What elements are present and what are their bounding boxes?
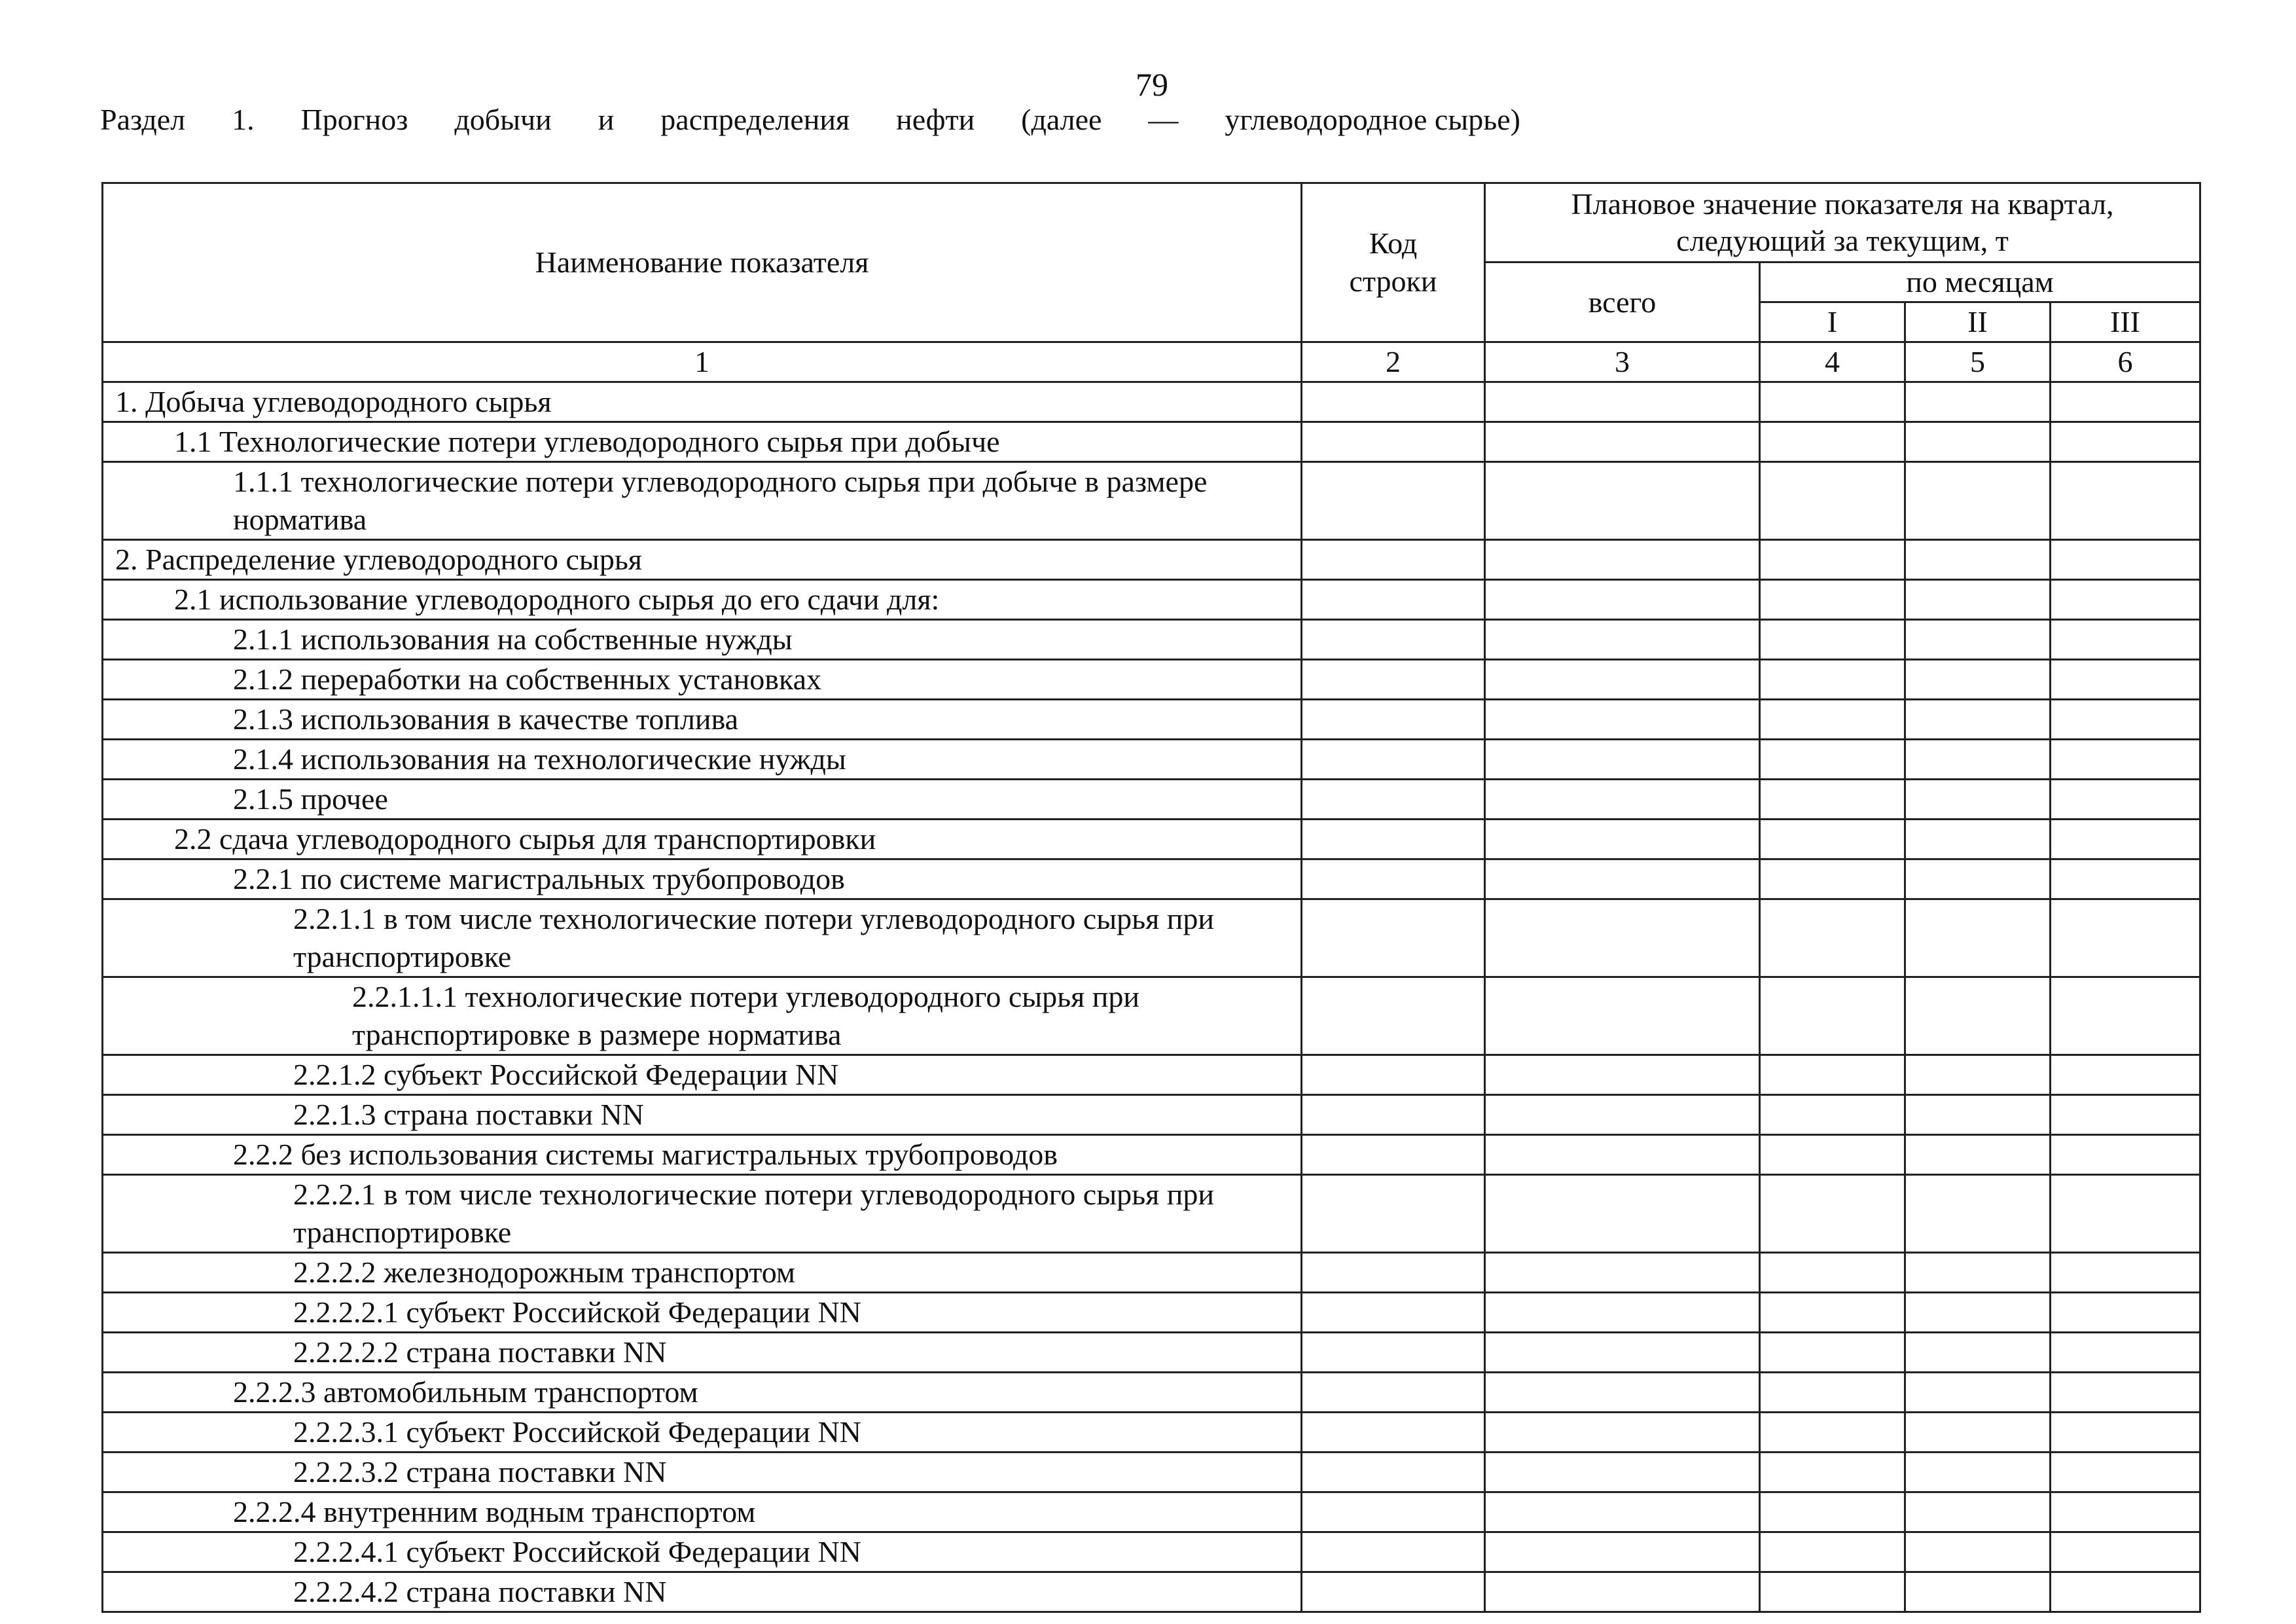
table-row <box>103 382 2200 422</box>
indicator-name-cell <box>103 382 1302 422</box>
month-3-cell[interactable] <box>2051 1293 2200 1333</box>
indicator-name: 2. Распределение углеводородного сырья <box>115 543 642 576</box>
header-month-2: II <box>1905 302 2051 342</box>
table-row <box>103 462 2200 540</box>
table-row <box>103 620 2200 660</box>
month-1-cell[interactable] <box>1760 1373 1905 1413</box>
table-row <box>103 1253 2200 1293</box>
month-3-cell[interactable] <box>2051 1572 2200 1612</box>
total-cell[interactable] <box>1485 620 1760 660</box>
month-2-cell[interactable] <box>1905 580 2051 620</box>
month-1-cell[interactable] <box>1760 820 1905 859</box>
table-row <box>103 700 2200 740</box>
total-cell[interactable] <box>1485 1095 1760 1135</box>
row-code-cell[interactable] <box>1302 660 1485 700</box>
indicator-name-cell <box>103 820 1302 859</box>
total-cell[interactable] <box>1485 859 1760 899</box>
row-code-cell[interactable] <box>1302 820 1485 859</box>
table-row <box>103 1532 2200 1572</box>
row-code-cell[interactable] <box>1302 1253 1485 1293</box>
month-3-cell[interactable] <box>2051 1373 2200 1413</box>
indicator-name: 2.2 сдача углеводородного сырья для транспортировки <box>174 822 876 856</box>
month-1-cell[interactable] <box>1760 1413 1905 1453</box>
indicator-name: 2.2.2.3.2 страна поставки NN <box>293 1455 667 1489</box>
month-3-cell[interactable] <box>2051 1253 2200 1293</box>
row-code-cell[interactable] <box>1302 1572 1485 1612</box>
row-code-cell[interactable] <box>1302 580 1485 620</box>
table-body <box>103 382 2200 1612</box>
indicator-name: 2.1.5 прочее <box>233 782 388 816</box>
section-title-word: и <box>598 103 615 136</box>
row-code-cell[interactable] <box>1302 1413 1485 1453</box>
total-cell[interactable] <box>1485 1453 1760 1492</box>
indicator-name-cell <box>103 1253 1302 1293</box>
indicator-name-cell <box>103 1095 1302 1135</box>
indicator-name-cell <box>103 780 1302 820</box>
column-numbers-row <box>103 342 2200 382</box>
month-2-cell[interactable] <box>1905 462 2051 540</box>
month-1-cell[interactable] <box>1760 382 1905 422</box>
month-2-cell[interactable] <box>1905 1413 2051 1453</box>
month-2-cell[interactable] <box>1905 820 2051 859</box>
month-2-cell[interactable] <box>1905 660 2051 700</box>
row-code-cell[interactable] <box>1302 540 1485 580</box>
month-3-cell[interactable] <box>2051 1175 2200 1253</box>
total-cell[interactable] <box>1485 820 1760 859</box>
indicator-name-cell <box>103 1492 1302 1532</box>
indicator-name-cell <box>103 620 1302 660</box>
section-title-word: Прогноз <box>300 103 408 136</box>
indicator-name: 2.2.1.1.1 технологические потери углеводородного сырья при транспортировке в размере норматива <box>352 980 1140 1051</box>
indicator-name-cell <box>103 700 1302 740</box>
header-month-1: I <box>1760 302 1905 342</box>
month-1-cell[interactable] <box>1760 462 1905 540</box>
month-2-cell[interactable] <box>1905 1532 2051 1572</box>
column-number: 4 <box>1760 342 1905 382</box>
month-3-cell[interactable] <box>2051 660 2200 700</box>
table-row <box>103 780 2200 820</box>
month-2-cell[interactable] <box>1905 977 2051 1055</box>
table-row <box>103 422 2200 462</box>
total-cell[interactable] <box>1485 660 1760 700</box>
indicator-name-cell <box>103 1413 1302 1453</box>
month-1-cell[interactable] <box>1760 1175 1905 1253</box>
section-title-word: — <box>1148 103 1179 136</box>
month-2-cell[interactable] <box>1905 540 2051 580</box>
row-code-cell[interactable] <box>1302 1532 1485 1572</box>
indicator-name-cell <box>103 462 1302 540</box>
month-1-cell[interactable] <box>1760 1135 1905 1175</box>
row-code-cell[interactable] <box>1302 700 1485 740</box>
month-1-cell[interactable] <box>1760 740 1905 780</box>
month-2-cell[interactable] <box>1905 1373 2051 1413</box>
total-cell[interactable] <box>1485 780 1760 820</box>
total-cell[interactable] <box>1485 422 1760 462</box>
page-number: 79 <box>1136 66 1168 103</box>
table-row <box>103 1373 2200 1413</box>
section-title-word: добычи <box>454 103 552 136</box>
total-cell[interactable] <box>1485 1492 1760 1532</box>
total-cell[interactable] <box>1485 1253 1760 1293</box>
month-3-cell[interactable] <box>2051 1413 2200 1453</box>
indicator-name: 2.2.2.2.2 страна поставки NN <box>293 1335 667 1369</box>
indicator-name: 1.1.1 технологические потери углеводородного сырья при добыче в размере норматива <box>233 465 1208 536</box>
indicator-name-cell <box>103 899 1302 977</box>
section-title-word: Раздел <box>100 103 186 136</box>
total-cell[interactable] <box>1485 1175 1760 1253</box>
month-2-cell[interactable] <box>1905 899 2051 977</box>
total-cell[interactable] <box>1485 899 1760 977</box>
indicator-name: 2.1.3 использования в качестве топлива <box>233 702 739 736</box>
table-row <box>103 1175 2200 1253</box>
month-2-cell[interactable] <box>1905 1055 2051 1095</box>
total-cell[interactable] <box>1485 977 1760 1055</box>
header-indicator-name: Наименование показателя <box>103 183 1302 342</box>
header-by-months: по месяцам <box>1760 262 2200 302</box>
table-row <box>103 660 2200 700</box>
column-number: 5 <box>1905 342 2051 382</box>
indicator-name: 2.2.1.3 страна поставки NN <box>293 1098 644 1131</box>
indicator-name-cell <box>103 1293 1302 1333</box>
total-cell[interactable] <box>1485 540 1760 580</box>
indicator-name-cell <box>103 540 1302 580</box>
row-code-cell[interactable] <box>1302 977 1485 1055</box>
month-1-cell[interactable] <box>1760 1333 1905 1373</box>
indicator-name: 2.1.1 использования на собственные нужды <box>233 623 793 656</box>
row-code-cell[interactable] <box>1302 422 1485 462</box>
indicator-name: 2.2.2.2 железнодорожным транспортом <box>293 1255 796 1289</box>
month-3-cell[interactable] <box>2051 700 2200 740</box>
row-code-cell[interactable] <box>1302 1135 1485 1175</box>
month-2-cell[interactable] <box>1905 780 2051 820</box>
section-title-word: 1. <box>232 103 255 136</box>
row-code-cell[interactable] <box>1302 1373 1485 1413</box>
month-3-cell[interactable] <box>2051 620 2200 660</box>
table-header <box>103 183 2200 382</box>
table-row <box>103 1492 2200 1532</box>
month-2-cell[interactable] <box>1905 740 2051 780</box>
row-code-cell[interactable] <box>1302 780 1485 820</box>
column-number: 2 <box>1302 342 1485 382</box>
month-3-cell[interactable] <box>2051 1135 2200 1175</box>
table-row <box>103 740 2200 780</box>
indicator-name: 1. Добыча углеводородного сырья <box>115 385 552 418</box>
indicator-name-cell <box>103 580 1302 620</box>
row-code-cell[interactable] <box>1302 1492 1485 1532</box>
table-row <box>103 580 2200 620</box>
month-2-cell[interactable] <box>1905 1572 2051 1612</box>
table-row <box>103 1333 2200 1373</box>
month-3-cell[interactable] <box>2051 422 2200 462</box>
header-row-code-label: Код строки <box>1349 226 1437 298</box>
month-3-cell[interactable] <box>2051 859 2200 899</box>
month-3-cell[interactable] <box>2051 1532 2200 1572</box>
header-plan-value-label: Плановое значение показателя на квартал, следующий за текущим, т <box>1571 187 2114 257</box>
month-1-cell[interactable] <box>1760 1532 1905 1572</box>
month-2-cell[interactable] <box>1905 1333 2051 1373</box>
month-1-cell[interactable] <box>1760 1095 1905 1135</box>
forecast-table <box>101 182 2201 1613</box>
column-number: 1 <box>103 342 1302 382</box>
month-3-cell[interactable] <box>2051 540 2200 580</box>
month-1-cell[interactable] <box>1760 1453 1905 1492</box>
indicator-name: 2.2.2.3 автомобильным транспортом <box>233 1375 698 1409</box>
section-title <box>100 105 1520 135</box>
table-row <box>103 1055 2200 1095</box>
month-1-cell[interactable] <box>1760 1492 1905 1532</box>
indicator-name-cell <box>103 740 1302 780</box>
month-3-cell[interactable] <box>2051 977 2200 1055</box>
month-2-cell[interactable] <box>1905 620 2051 660</box>
indicator-name: 1.1 Технологические потери углеводородного сырья при добыче <box>174 425 1000 458</box>
indicator-name-cell <box>103 1135 1302 1175</box>
month-1-cell[interactable] <box>1760 620 1905 660</box>
month-2-cell[interactable] <box>1905 1453 2051 1492</box>
indicator-name: 2.1.2 переработки на собственных установках <box>233 662 822 696</box>
month-3-cell[interactable] <box>2051 580 2200 620</box>
month-1-cell[interactable] <box>1760 780 1905 820</box>
header-total: всего <box>1485 262 1760 342</box>
total-cell[interactable] <box>1485 580 1760 620</box>
table-row <box>103 540 2200 580</box>
row-code-cell[interactable] <box>1302 899 1485 977</box>
total-cell[interactable] <box>1485 1572 1760 1612</box>
indicator-name: 2.2.2.4.2 страна поставки NN <box>293 1575 667 1608</box>
indicator-name: 2.2.1 по системе магистральных трубопроводов <box>233 862 845 895</box>
total-cell[interactable] <box>1485 1333 1760 1373</box>
indicator-name-cell <box>103 1532 1302 1572</box>
month-3-cell[interactable] <box>2051 1095 2200 1135</box>
indicator-name-cell <box>103 1572 1302 1612</box>
header-row-code <box>1302 183 1485 342</box>
month-1-cell[interactable] <box>1760 422 1905 462</box>
row-code-cell[interactable] <box>1302 1055 1485 1095</box>
total-cell[interactable] <box>1485 1413 1760 1453</box>
header-plan-value <box>1485 183 2200 262</box>
total-cell[interactable] <box>1485 1135 1760 1175</box>
total-cell[interactable] <box>1485 1293 1760 1333</box>
indicator-name-cell <box>103 1175 1302 1253</box>
total-cell[interactable] <box>1485 1373 1760 1413</box>
indicator-name: 2.2.1.1 в том числе технологические потери углеводородного сырья при транспортировке <box>293 902 1214 973</box>
total-cell[interactable] <box>1485 700 1760 740</box>
month-1-cell[interactable] <box>1760 540 1905 580</box>
month-2-cell[interactable] <box>1905 382 2051 422</box>
row-code-cell[interactable] <box>1302 620 1485 660</box>
month-2-cell[interactable] <box>1905 1492 2051 1532</box>
row-code-cell[interactable] <box>1302 740 1485 780</box>
indicator-name: 2.2.2.1 в том числе технологические потери углеводородного сырья при транспортировке <box>293 1178 1214 1249</box>
table-row <box>103 1095 2200 1135</box>
month-1-cell[interactable] <box>1760 660 1905 700</box>
month-1-cell[interactable] <box>1760 1572 1905 1612</box>
table-row <box>103 1572 2200 1612</box>
row-code-cell[interactable] <box>1302 462 1485 540</box>
row-code-cell[interactable] <box>1302 382 1485 422</box>
table-row <box>103 1453 2200 1492</box>
month-2-cell[interactable] <box>1905 1095 2051 1135</box>
month-1-cell[interactable] <box>1760 1055 1905 1095</box>
total-cell[interactable] <box>1485 1532 1760 1572</box>
section-title-word: нефти <box>896 103 975 136</box>
indicator-name: 2.1.4 использования на технологические нужды <box>233 742 846 776</box>
indicator-name: 2.2.2.4 внутренним водным транспортом <box>233 1495 756 1528</box>
month-3-cell[interactable] <box>2051 780 2200 820</box>
month-2-cell[interactable] <box>1905 422 2051 462</box>
month-3-cell[interactable] <box>2051 1333 2200 1373</box>
month-2-cell[interactable] <box>1905 1175 2051 1253</box>
indicator-name: 2.2.2.3.1 субъект Российской Федерации NN <box>293 1415 861 1449</box>
table-row <box>103 1293 2200 1333</box>
column-number: 6 <box>2051 342 2200 382</box>
month-2-cell[interactable] <box>1905 1135 2051 1175</box>
indicator-name: 2.2.1.2 субъект Российской Федерации NN <box>293 1058 839 1091</box>
month-1-cell[interactable] <box>1760 977 1905 1055</box>
month-3-cell[interactable] <box>2051 1055 2200 1095</box>
header-month-3: III <box>2051 302 2200 342</box>
column-number: 3 <box>1485 342 1760 382</box>
month-3-cell[interactable] <box>2051 899 2200 977</box>
month-2-cell[interactable] <box>1905 859 2051 899</box>
table-row <box>103 859 2200 899</box>
indicator-name-cell <box>103 1333 1302 1373</box>
row-code-cell[interactable] <box>1302 859 1485 899</box>
indicator-name-cell <box>103 1373 1302 1413</box>
indicator-name: 2.2.2.4.1 субъект Российской Федерации NN <box>293 1535 861 1568</box>
total-cell[interactable] <box>1485 740 1760 780</box>
total-cell[interactable] <box>1485 462 1760 540</box>
indicator-name-cell <box>103 859 1302 899</box>
table-row <box>103 820 2200 859</box>
row-code-cell[interactable] <box>1302 1453 1485 1492</box>
indicator-name-cell <box>103 977 1302 1055</box>
month-3-cell[interactable] <box>2051 820 2200 859</box>
month-2-cell[interactable] <box>1905 1293 2051 1333</box>
month-3-cell[interactable] <box>2051 382 2200 422</box>
month-2-cell[interactable] <box>1905 1253 2051 1293</box>
indicator-name-cell <box>103 660 1302 700</box>
indicator-name: 2.1 использование углеводородного сырья до его сдачи для: <box>174 583 940 616</box>
total-cell[interactable] <box>1485 1055 1760 1095</box>
month-1-cell[interactable] <box>1760 700 1905 740</box>
month-3-cell[interactable] <box>2051 1453 2200 1492</box>
month-3-cell[interactable] <box>2051 462 2200 540</box>
table-row <box>103 1413 2200 1453</box>
month-3-cell[interactable] <box>2051 1492 2200 1532</box>
indicator-name-cell <box>103 1055 1302 1095</box>
section-title-word: распределения <box>660 103 850 136</box>
row-code-cell[interactable] <box>1302 1175 1485 1253</box>
month-2-cell[interactable] <box>1905 700 2051 740</box>
indicator-name-cell <box>103 1453 1302 1492</box>
month-3-cell[interactable] <box>2051 740 2200 780</box>
table-row <box>103 977 2200 1055</box>
row-code-cell[interactable] <box>1302 1293 1485 1333</box>
row-code-cell[interactable] <box>1302 1333 1485 1373</box>
table-row <box>103 1135 2200 1175</box>
table-row <box>103 899 2200 977</box>
row-code-cell[interactable] <box>1302 1095 1485 1135</box>
month-1-cell[interactable] <box>1760 1253 1905 1293</box>
total-cell[interactable] <box>1485 382 1760 422</box>
indicator-name-cell <box>103 422 1302 462</box>
month-1-cell[interactable] <box>1760 1293 1905 1333</box>
month-1-cell[interactable] <box>1760 580 1905 620</box>
month-1-cell[interactable] <box>1760 899 1905 977</box>
section-title-word: (далее <box>1021 103 1102 136</box>
indicator-name: 2.2.2 без использования системы магистральных трубопроводов <box>233 1138 1058 1171</box>
indicator-name: 2.2.2.2.1 субъект Российской Федерации NN <box>293 1295 861 1329</box>
month-1-cell[interactable] <box>1760 859 1905 899</box>
section-title-word: углеводородное сырье) <box>1225 103 1520 136</box>
